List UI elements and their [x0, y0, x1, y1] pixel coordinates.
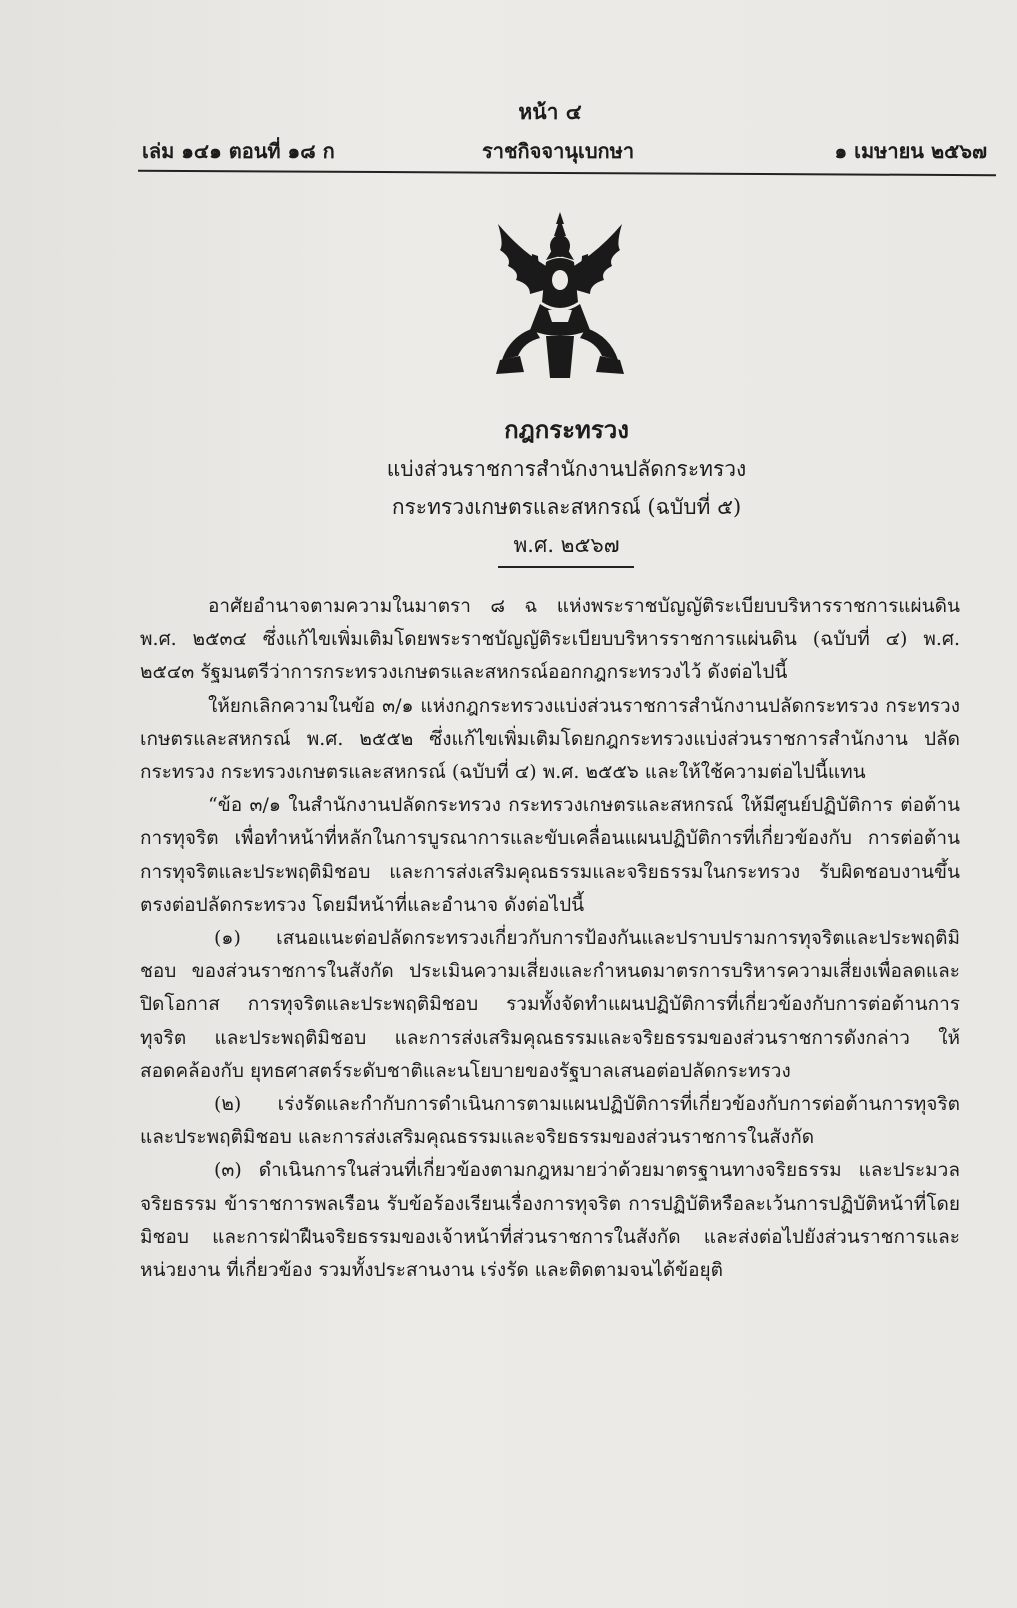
paragraph-repeal: ให้ยกเลิกความในข้อ ๓/๑ แห่งกฎกระทรวงแบ่งส่วนราชการสำนักงานปลัดกระทรวง กระทรวงเกษตรและสหกรณ์ พ.ศ. ๒๕๕๒ ซึ่งแก้ไขเพิ่มเติมโดยกฎกระทรวงแบ่งส่วนราชการสำนักงาน ปลัดกระทรวง กระทรวงเกษตรและสหกรณ์ (ฉบับที่ ๔) พ.ศ. ๒๕๕๖ และให้ใช้ความต่อไปนี้แทน: [140, 694, 960, 784]
document-title: [0, 410, 1017, 564]
document-body: [140, 590, 960, 1287]
paragraph-item-1: (๑) เสนอแนะต่อปลัดกระทรวงเกี่ยวกับการป้องกันและปราบปรามการทุจริตและประพฤติมิชอบ ของส่วนราชการในสังกัด ประเมินความเสี่ยงและกำหนดมาตรการบริหารความเสี่ยงเพื่อลดและปิดโอกาส การทุจริตและประพฤติมิชอบ รวมทั้งจัดทำแผนปฏิบัติการที่เกี่ยวข้องกับการต่อต้านการทุจริต และประพฤติมิชอบ และการส่งเสริมคุณธรรมและจริยธรรมของส่วนราชการดังกล่าว ให้สอดคล้องกับ ยุทธศาสตร์ระดับชาติและนโยบายของรัฐบาลเสนอต่อปลัดกระทรวง: [140, 927, 960, 1082]
paragraph-clause-3-1: “ข้อ ๓/๑ ในสำนักงานปลัดกระทรวง กระทรวงเกษตรและสหกรณ์ ให้มีศูนย์ปฏิบัติการ ต่อต้านการทุจริต เพื่อทำหน้าที่หลักในการบูรณาการและขับเคลื่อนแผนปฏิบัติการที่เกี่ยวข้องกับ การต่อต้านการทุจริตและประพฤติมิชอบ และการส่งเสริมคุณธรรมและจริยธรรมในกระทรวง รับผิดชอบงานขึ้นตรงต่อปลัดกระทรวง โดยมีหน้าที่และอำนาจ ดังต่อไปนี้: [140, 794, 960, 916]
page-header: [0, 0, 1017, 185]
title-divider: [498, 566, 634, 568]
title-line-2: แบ่งส่วนราชการสำนักงานปลัดกระทรวง: [386, 457, 747, 481]
header-row: [142, 135, 1007, 165]
page-number: หน้า ๔: [518, 99, 582, 124]
title-line-3: กระทรวงเกษตรและสหกรณ์ (ฉบับที่ ๕): [391, 495, 742, 519]
header-divider: [138, 170, 996, 176]
title-line-1: กฎกระทรวง: [504, 415, 629, 444]
publication-date: ๑ เมษายน ๒๕๖๗: [834, 139, 987, 163]
paragraph-preamble: อาศัยอำนาจตามความในมาตรา ๘ ฉ แห่งพระราชบัญญัติระเบียบบริหารราชการแผ่นดิน พ.ศ. ๒๕๓๔ ซึ่งแก้ไขเพิ่มเติมโดยพระราชบัญญัติระเบียบบริหารราชการแผ่นดิน (ฉบับที่ ๔) พ.ศ. ๒๕๔๓ รัฐมนตรีว่าการกระทรวงเกษตรและสหกรณ์ออกกฎกระทรวงไว้ ดังต่อไปนี้: [140, 595, 960, 684]
garuda-emblem-icon: [490, 210, 630, 380]
title-line-4: พ.ศ. ๒๕๖๗: [513, 533, 620, 557]
paragraph-item-3: (๓) ดำเนินการในส่วนที่เกี่ยวข้องตามกฎหมายว่าด้วยมาตรฐานทางจริยธรรม และประมวลจริยธรรม ข้าราชการพลเรือน รับข้อร้องเรียนเรื่องการทุจริต การปฏิบัติหรือละเว้นการปฏิบัติหน้าที่โดยมิชอบ และการฝ่าฝืนจริยธรรมของเจ้าหน้าที่ส่วนราชการในสังกัด และส่งต่อไปยังส่วนราชการและหน่วยงาน ที่เกี่ยวข้อง รวมทั้งประสานงาน เร่งรัด และติดตามจนได้ข้อยุติ: [140, 1159, 960, 1282]
gazette-name: ราชกิจจานุเบกษา: [482, 139, 635, 163]
volume-issue: เล่ม ๑๔๑ ตอนที่ ๑๘ ก: [142, 139, 335, 163]
paragraph-item-2: (๒) เร่งรัดและกำกับการดำเนินการตามแผนปฏิบัติการที่เกี่ยวข้องกับการต่อต้านการทุจริต และประพฤติมิชอบ และการส่งเสริมคุณธรรมและจริยธรรมของส่วนราชการในสังกัด: [140, 1093, 960, 1149]
